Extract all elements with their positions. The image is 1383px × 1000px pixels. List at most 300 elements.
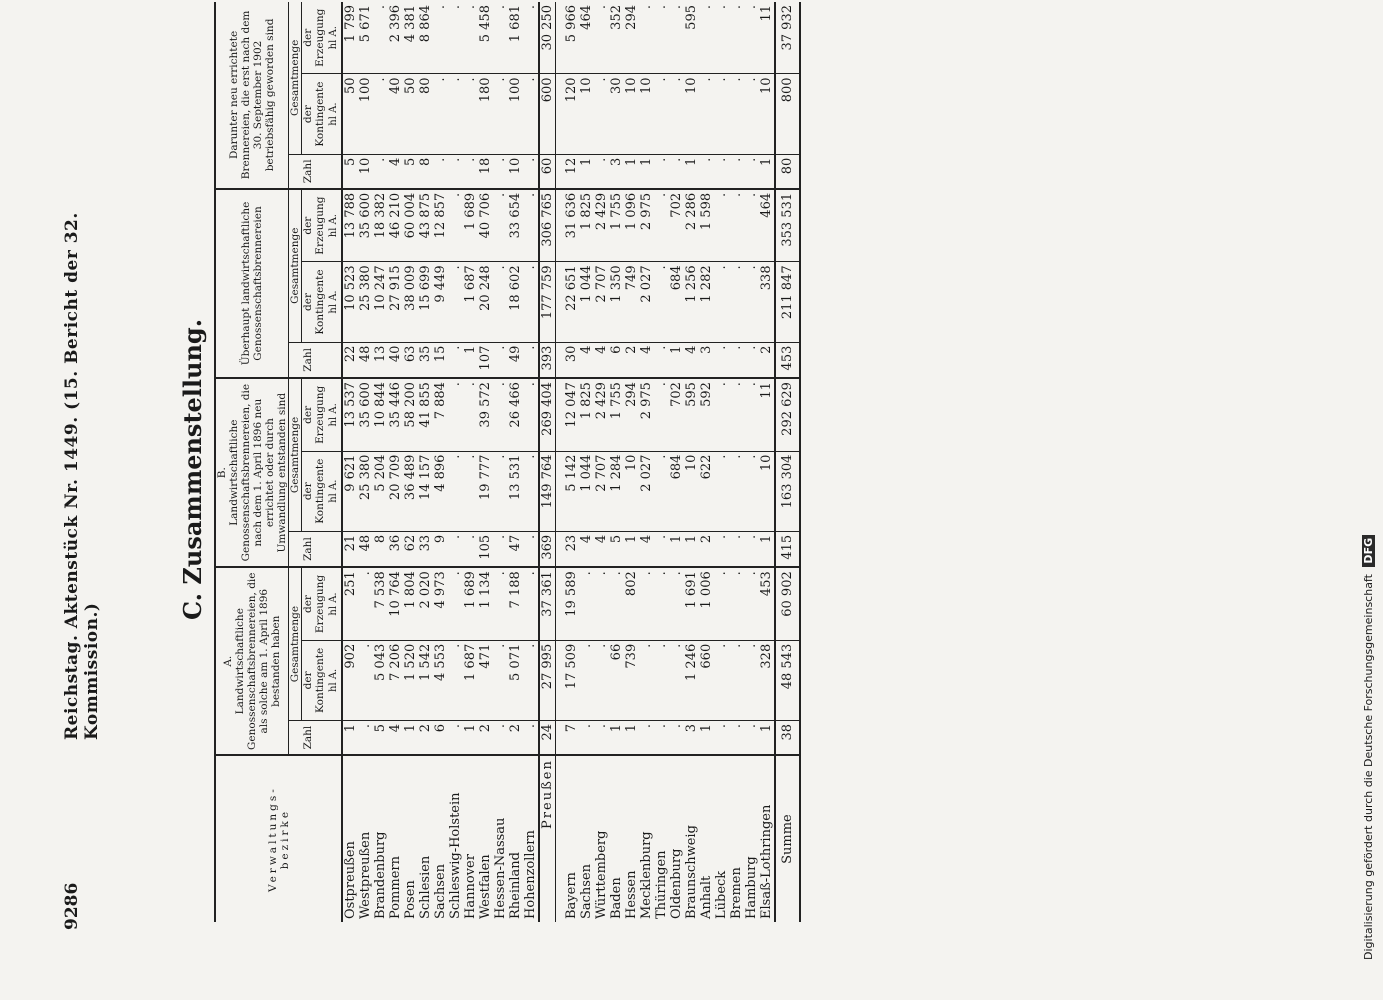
table-cell: 60 bbox=[539, 154, 556, 189]
group-total-label: Überhaupt landwirtschaftliche Genossenschaftsbrennereien bbox=[240, 201, 264, 366]
table-cell: 48 bbox=[358, 342, 373, 378]
table-cell: . bbox=[744, 262, 759, 342]
group-b-header bbox=[215, 378, 289, 567]
table-cell: 48 bbox=[358, 531, 373, 567]
table-cell: 702 bbox=[669, 189, 684, 262]
district-name: Oldenburg bbox=[669, 848, 684, 919]
table-cell: 902 bbox=[342, 640, 358, 720]
table-cell: . bbox=[523, 567, 539, 640]
table-cell: . bbox=[448, 640, 463, 720]
table-cell: 41 855 bbox=[418, 378, 433, 451]
table-cell: 5 966 bbox=[556, 2, 580, 74]
table-cell: . bbox=[523, 74, 539, 154]
table-cell: 251 bbox=[342, 567, 358, 640]
table-cell: 10 bbox=[624, 451, 639, 531]
table-cell: . bbox=[463, 2, 478, 74]
table-cell: . bbox=[729, 342, 744, 378]
table-cell: . bbox=[463, 74, 478, 154]
table-cell: 5 458 bbox=[478, 2, 493, 74]
table-cell: 120 bbox=[556, 74, 580, 154]
table-cell: 15 699 bbox=[418, 262, 433, 342]
table-cell: 2 975 bbox=[639, 189, 654, 262]
group-total-header bbox=[215, 189, 289, 378]
table-cell: 1 006 bbox=[699, 567, 714, 640]
table-cell: . bbox=[729, 262, 744, 342]
table-row bbox=[699, 2, 714, 922]
table-cell: . bbox=[594, 720, 609, 755]
table-cell: . bbox=[714, 640, 729, 720]
table-cell: 2 707 bbox=[594, 451, 609, 531]
table-cell: 1 284 bbox=[609, 451, 624, 531]
table-cell: . bbox=[358, 640, 373, 720]
table-cell: 1 134 bbox=[478, 567, 493, 640]
table-cell: 1 096 bbox=[624, 189, 639, 262]
table-row bbox=[433, 2, 448, 922]
group-new-header bbox=[215, 2, 289, 189]
credit-text: Digitalisierung gefördert durch die Deutsche Forschungsgemeinschaft bbox=[1362, 574, 1375, 960]
table-cell: 338 bbox=[759, 262, 775, 342]
table-row bbox=[493, 2, 508, 922]
table-cell: . bbox=[448, 154, 463, 189]
table-cell: 5 204 bbox=[373, 451, 388, 531]
table-cell: 50 bbox=[403, 74, 418, 154]
table-cell: 33 654 bbox=[508, 189, 523, 262]
table-cell: 595 bbox=[684, 2, 699, 74]
table-cell: 9 621 bbox=[342, 451, 358, 531]
unit-label: hl A. bbox=[326, 189, 342, 262]
table-cell: 48 543 bbox=[775, 640, 800, 720]
zahl-spacer bbox=[326, 531, 342, 567]
table-cell: . bbox=[523, 451, 539, 531]
table-cell: 36 489 bbox=[403, 451, 418, 531]
kontingente-header: der Kontingente bbox=[302, 451, 327, 531]
table-cell: 1 799 bbox=[342, 2, 358, 74]
unit-label: hl A. bbox=[326, 2, 342, 74]
table-cell: . bbox=[729, 451, 744, 531]
table-cell: 25 380 bbox=[358, 262, 373, 342]
district-name: Brandenburg bbox=[373, 831, 388, 919]
table-cell: 10 764 bbox=[388, 567, 403, 640]
district-name: Hessen-Nassau bbox=[493, 817, 508, 919]
table-cell: . bbox=[493, 531, 508, 567]
table-cell: 1 bbox=[624, 531, 639, 567]
table-cell: . bbox=[493, 451, 508, 531]
table-cell: 353 531 bbox=[775, 189, 800, 262]
table-cell: 5 bbox=[609, 531, 624, 567]
table-cell: 66 bbox=[609, 640, 624, 720]
table-cell: 7 538 bbox=[373, 567, 388, 640]
table-cell: 30 bbox=[609, 74, 624, 154]
table-cell: 1 520 bbox=[403, 640, 418, 720]
table-cell: . bbox=[729, 531, 744, 567]
table-cell: 5 bbox=[342, 154, 358, 189]
table-cell: 8 bbox=[373, 531, 388, 567]
table-cell: 7 188 bbox=[508, 567, 523, 640]
table-cell: . bbox=[493, 342, 508, 378]
table-cell: . bbox=[744, 2, 759, 74]
table-cell: 660 bbox=[699, 640, 714, 720]
running-header bbox=[62, 80, 102, 930]
table-cell: . bbox=[669, 720, 684, 755]
table-cell: 13 bbox=[373, 342, 388, 378]
table-cell: 1 bbox=[342, 720, 358, 755]
table-cell: 37 361 bbox=[539, 567, 556, 640]
table-cell: 684 bbox=[669, 451, 684, 531]
table-cell: 35 600 bbox=[358, 189, 373, 262]
table-cell: 12 bbox=[556, 154, 580, 189]
table-cell: . bbox=[654, 567, 669, 640]
table-cell: 4 bbox=[388, 154, 403, 189]
district-name: Pommern bbox=[388, 856, 403, 919]
table-cell: . bbox=[493, 74, 508, 154]
table-cell: 4 896 bbox=[433, 451, 448, 531]
table-cell: 80 bbox=[418, 74, 433, 154]
zahl-header: Zahl bbox=[289, 154, 327, 189]
table-cell: 1 755 bbox=[609, 189, 624, 262]
table-cell: 1 542 bbox=[418, 640, 433, 720]
table-row bbox=[556, 2, 580, 922]
table-row bbox=[403, 2, 418, 922]
table-cell: . bbox=[744, 378, 759, 451]
table-cell: 40 706 bbox=[478, 189, 493, 262]
district-name: Hohenzollern bbox=[523, 830, 538, 919]
table-row bbox=[714, 2, 729, 922]
table-cell: 36 bbox=[388, 531, 403, 567]
table-cell: 1 bbox=[463, 720, 478, 755]
table-cell: 1 282 bbox=[699, 262, 714, 342]
table-cell: . bbox=[669, 74, 684, 154]
table-cell: 35 600 bbox=[358, 378, 373, 451]
table-cell: 49 bbox=[508, 342, 523, 378]
table-cell: 464 bbox=[759, 189, 775, 262]
table-cell: 12 047 bbox=[556, 378, 580, 451]
table-cell: 63 bbox=[403, 342, 418, 378]
table-cell: . bbox=[654, 342, 669, 378]
unit-label: hl A. bbox=[326, 451, 342, 531]
table-cell: 2 027 bbox=[639, 451, 654, 531]
table-row bbox=[609, 2, 624, 922]
table-cell: 38 009 bbox=[403, 262, 418, 342]
table-cell: . bbox=[523, 342, 539, 378]
table-cell: 3 bbox=[699, 342, 714, 378]
table-cell: . bbox=[448, 342, 463, 378]
kontingente-header: der Kontingente bbox=[302, 640, 327, 720]
table-row bbox=[594, 2, 609, 922]
erzeugung-header: der Erzeugung bbox=[302, 189, 327, 262]
table-cell: 10 844 bbox=[373, 378, 388, 451]
table-cell: . bbox=[729, 720, 744, 755]
footer-credit bbox=[1362, 535, 1375, 960]
unit-label: hl A. bbox=[326, 567, 342, 640]
table-cell: 10 bbox=[684, 74, 699, 154]
table-cell: . bbox=[579, 640, 594, 720]
table-cell: . bbox=[729, 567, 744, 640]
district-name: Baden bbox=[609, 877, 624, 919]
table-cell: 4 bbox=[594, 531, 609, 567]
table-cell: 1 bbox=[624, 720, 639, 755]
table-cell: . bbox=[448, 720, 463, 755]
table-cell: 107 bbox=[478, 342, 493, 378]
table-cell: 471 bbox=[478, 640, 493, 720]
table-cell: 10 bbox=[759, 74, 775, 154]
table-cell: 2 396 bbox=[388, 2, 403, 74]
table-cell: 369 bbox=[539, 531, 556, 567]
table-cell: 2 bbox=[699, 531, 714, 567]
table-cell: . bbox=[654, 378, 669, 451]
table-cell: 11 bbox=[759, 2, 775, 74]
dfg-logo: DFG bbox=[1362, 535, 1375, 567]
table-cell: . bbox=[729, 74, 744, 154]
table-cell: 2 bbox=[418, 720, 433, 755]
zahl-spacer bbox=[326, 342, 342, 378]
table-cell: . bbox=[699, 2, 714, 74]
district-header: Verwaltungs-bezirke bbox=[215, 755, 342, 922]
table-cell: . bbox=[654, 189, 669, 262]
table-row bbox=[342, 2, 358, 922]
table-cell: 453 bbox=[759, 567, 775, 640]
table-cell: . bbox=[463, 378, 478, 451]
table-cell: 23 bbox=[556, 531, 580, 567]
table-cell: . bbox=[714, 531, 729, 567]
district-name: Preußen bbox=[539, 755, 556, 922]
table-cell: . bbox=[654, 640, 669, 720]
unit-label: hl A. bbox=[326, 640, 342, 720]
table-cell: 39 572 bbox=[478, 378, 493, 451]
table-cell: 4 bbox=[639, 342, 654, 378]
table-cell: 5 bbox=[403, 154, 418, 189]
erzeugung-header: der Erzeugung bbox=[302, 2, 327, 74]
group-b-label: Landwirtschaftliche Genossenschaftsbrennereien, die nach dem 1. April 1896 neu errichtet oder durch Umwandlung entstanden sind bbox=[228, 383, 288, 562]
table-row bbox=[418, 2, 433, 922]
table-cell: 25 380 bbox=[358, 451, 373, 531]
table-cell: 37 932 bbox=[775, 2, 800, 74]
table-cell: 12 857 bbox=[433, 189, 448, 262]
table-cell: . bbox=[744, 154, 759, 189]
table-cell: 453 bbox=[775, 342, 800, 378]
table-cell: 294 bbox=[624, 378, 639, 451]
table-cell: . bbox=[523, 262, 539, 342]
group-new-label: Darunter neu errichtete Brennereien, die erst nach dem 30. September 1902 betriebsfähig geworden sind bbox=[228, 10, 276, 180]
table-cell: . bbox=[463, 154, 478, 189]
district-name: Schleswig-Holstein bbox=[448, 792, 463, 919]
table-cell: 5 bbox=[373, 720, 388, 755]
table-cell: 3 bbox=[684, 720, 699, 755]
table-cell: 13 788 bbox=[342, 189, 358, 262]
table-row bbox=[388, 2, 403, 922]
table-cell: 13 537 bbox=[342, 378, 358, 451]
table-cell: 2 bbox=[624, 342, 639, 378]
table-cell: . bbox=[729, 2, 744, 74]
table-cell: 211 847 bbox=[775, 262, 800, 342]
gesamtmenge-header: Gesamtmenge bbox=[289, 2, 302, 154]
table-row bbox=[448, 2, 463, 922]
gesamtmenge-header: Gesamtmenge bbox=[289, 189, 302, 342]
table-cell: . bbox=[493, 189, 508, 262]
table-cell: 1 804 bbox=[403, 567, 418, 640]
table-row bbox=[775, 2, 800, 922]
table-cell: . bbox=[669, 567, 684, 640]
table-cell: . bbox=[714, 378, 729, 451]
table-cell: 6 bbox=[433, 720, 448, 755]
table-cell: . bbox=[744, 640, 759, 720]
table-cell: . bbox=[744, 189, 759, 262]
table-cell: . bbox=[433, 74, 448, 154]
table-cell: 163 304 bbox=[775, 451, 800, 531]
table-cell: 180 bbox=[478, 74, 493, 154]
table-cell: 1 044 bbox=[579, 451, 594, 531]
table-cell: 1 691 bbox=[684, 567, 699, 640]
table-row bbox=[729, 2, 744, 922]
table-cell: 2 286 bbox=[684, 189, 699, 262]
table-cell: . bbox=[523, 154, 539, 189]
table-cell: 464 bbox=[579, 2, 594, 74]
table-cell: 60 004 bbox=[403, 189, 418, 262]
table-cell: . bbox=[463, 451, 478, 531]
district-name: Posen bbox=[403, 880, 418, 919]
group-a-label: Landwirtschaftliche Genossenschaftsbrennereien, die als solche am 1. April 1896 bestanden haben bbox=[234, 572, 282, 750]
table-cell: . bbox=[639, 640, 654, 720]
table-cell: 10 bbox=[684, 451, 699, 531]
table-cell: 5 142 bbox=[556, 451, 580, 531]
table-cell: 1 bbox=[699, 720, 714, 755]
table-row bbox=[373, 2, 388, 922]
table-cell: 800 bbox=[775, 74, 800, 154]
table-cell: . bbox=[373, 74, 388, 154]
table-cell: 33 bbox=[418, 531, 433, 567]
table-cell: 1 689 bbox=[463, 567, 478, 640]
table-cell: 40 bbox=[388, 342, 403, 378]
district-name: Westfalen bbox=[478, 854, 493, 919]
table-cell: . bbox=[594, 567, 609, 640]
table-row bbox=[523, 2, 539, 922]
table-cell: 149 764 bbox=[539, 451, 556, 531]
table-cell: 10 bbox=[624, 74, 639, 154]
zahl-header: Zahl bbox=[289, 720, 327, 755]
table-cell: 1 350 bbox=[609, 262, 624, 342]
table-cell: 1 bbox=[759, 531, 775, 567]
erzeugung-header: der Erzeugung bbox=[302, 567, 327, 640]
table-cell: 3 bbox=[609, 154, 624, 189]
table-cell: . bbox=[744, 720, 759, 755]
table-cell: . bbox=[358, 567, 373, 640]
kontingente-header: der Kontingente bbox=[302, 262, 327, 342]
table-cell: . bbox=[744, 567, 759, 640]
table-cell: 20 709 bbox=[388, 451, 403, 531]
table-cell: . bbox=[639, 567, 654, 640]
table-cell: 1 bbox=[669, 531, 684, 567]
table-cell: 1 687 bbox=[463, 640, 478, 720]
table-cell: . bbox=[729, 189, 744, 262]
table-cell: 8 bbox=[418, 154, 433, 189]
table-cell: 415 bbox=[775, 531, 800, 567]
table-cell: . bbox=[744, 74, 759, 154]
table-cell: 10 523 bbox=[342, 262, 358, 342]
table-cell: . bbox=[669, 2, 684, 74]
table-cell: . bbox=[699, 74, 714, 154]
table-cell: 24 bbox=[539, 720, 556, 755]
table-cell: 802 bbox=[624, 567, 639, 640]
district-name: Thüringen bbox=[654, 850, 669, 919]
table-cell: . bbox=[433, 2, 448, 74]
table-cell: 2 bbox=[478, 720, 493, 755]
table-cell: 1 bbox=[759, 720, 775, 755]
table-cell: 352 bbox=[609, 2, 624, 74]
table-cell: 1 bbox=[403, 720, 418, 755]
table-cell: 1 bbox=[669, 342, 684, 378]
table-cell: 1 bbox=[759, 154, 775, 189]
table-cell: . bbox=[729, 378, 744, 451]
table-cell: . bbox=[654, 262, 669, 342]
table-cell: 4 bbox=[579, 531, 594, 567]
table-cell: 46 210 bbox=[388, 189, 403, 262]
table-cell: . bbox=[448, 189, 463, 262]
table-cell: 294 bbox=[624, 2, 639, 74]
table-cell: 2 429 bbox=[594, 378, 609, 451]
table-cell: 4 381 bbox=[403, 2, 418, 74]
table-cell: 10 bbox=[579, 74, 594, 154]
table-cell: 10 bbox=[508, 154, 523, 189]
table-cell: . bbox=[373, 154, 388, 189]
table-row bbox=[579, 2, 594, 922]
table-cell: . bbox=[714, 74, 729, 154]
table-cell: 1 825 bbox=[579, 378, 594, 451]
table-cell: 1 681 bbox=[508, 2, 523, 74]
table-cell: 19 777 bbox=[478, 451, 493, 531]
table-cell: 10 bbox=[759, 451, 775, 531]
table-cell: . bbox=[744, 531, 759, 567]
table-cell: . bbox=[714, 262, 729, 342]
table-row bbox=[684, 2, 699, 922]
district-name: Summe bbox=[775, 755, 800, 922]
table-cell: . bbox=[448, 531, 463, 567]
table-cell: . bbox=[609, 567, 624, 640]
table-cell: 80 bbox=[775, 154, 800, 189]
table-row bbox=[539, 2, 556, 922]
table-cell: 6 bbox=[609, 342, 624, 378]
district-name: Württemberg bbox=[594, 830, 609, 919]
table-cell: 1 689 bbox=[463, 189, 478, 262]
table-cell: 2 975 bbox=[639, 378, 654, 451]
table-cell: 595 bbox=[684, 378, 699, 451]
header-title: Reichstag. Aktenstück Nr. 1449. (15. Bericht der 32. Kommission.) bbox=[62, 212, 102, 740]
table-cell: 622 bbox=[699, 451, 714, 531]
summary-table bbox=[214, 2, 801, 922]
district-name: Braunschweig bbox=[684, 825, 699, 919]
table-cell: . bbox=[594, 640, 609, 720]
table-cell: 592 bbox=[699, 378, 714, 451]
table-cell: 1 bbox=[463, 342, 478, 378]
table-cell: 30 bbox=[556, 342, 580, 378]
table-cell: . bbox=[448, 567, 463, 640]
table-cell: 35 446 bbox=[388, 378, 403, 451]
table-cell: 50 bbox=[342, 74, 358, 154]
table-cell: . bbox=[448, 74, 463, 154]
table-cell: . bbox=[729, 154, 744, 189]
table-cell: 5 043 bbox=[373, 640, 388, 720]
table-cell: 10 bbox=[639, 74, 654, 154]
table-cell: . bbox=[714, 154, 729, 189]
zahl-spacer bbox=[326, 720, 342, 755]
table-cell: . bbox=[714, 720, 729, 755]
table-cell: 269 404 bbox=[539, 378, 556, 451]
table-cell: 1 bbox=[609, 720, 624, 755]
table-cell: . bbox=[448, 451, 463, 531]
table-cell: 9 449 bbox=[433, 262, 448, 342]
district-name: Ostpreußen bbox=[343, 841, 358, 919]
table-cell: 60 902 bbox=[775, 567, 800, 640]
table-cell: . bbox=[744, 342, 759, 378]
table-cell: 8 864 bbox=[418, 2, 433, 74]
